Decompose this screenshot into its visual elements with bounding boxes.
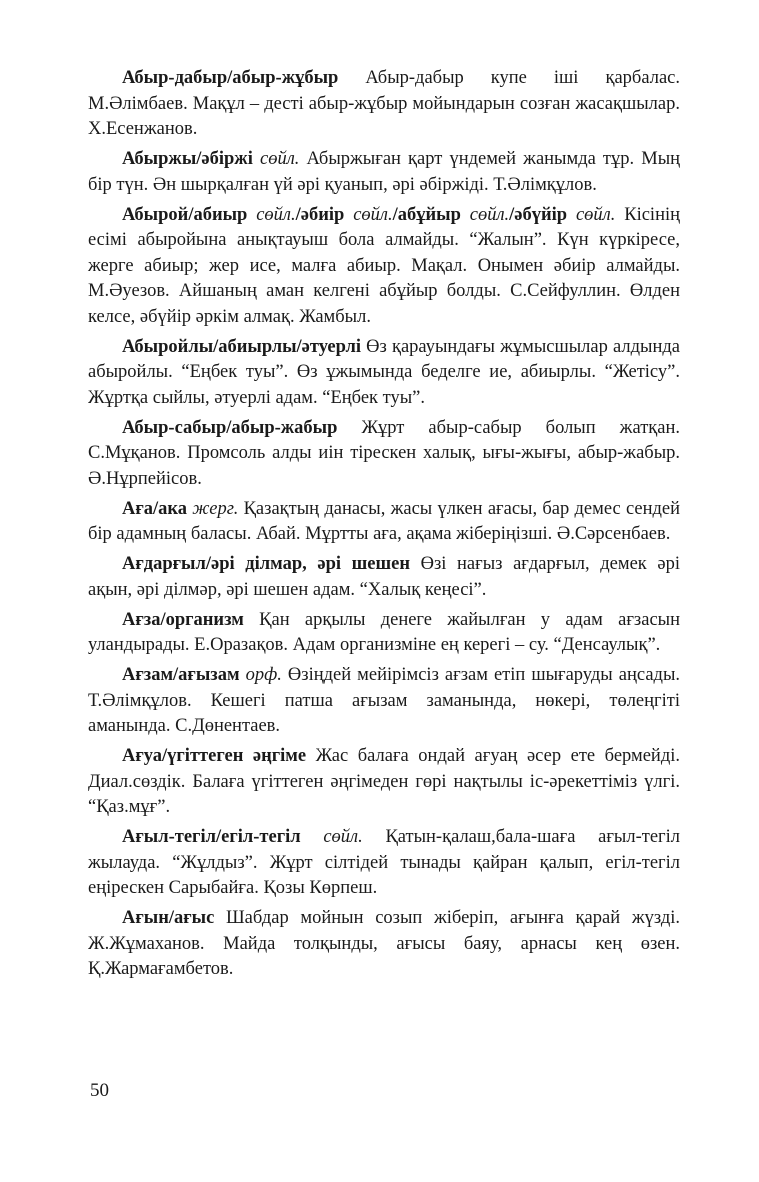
headword: Ағыл-тегіл/егіл-тегіл: [122, 827, 301, 847]
usage-label: сөйл.: [323, 827, 363, 847]
entry-text: Абыржыған қарт үндемей жанымда тұр. Мың бір түн. Ән шырқалған үй әрі қуанып, әрі әбіржіді. Т.Әлімқұлов.: [88, 149, 681, 195]
dictionary-entry: [88, 203, 680, 331]
entry-text: Шабдар мойнын созып жіберіп, ағынға қарай жүзді. Ж.Жұмаханов. Майда толқынды, ағысы баяу, арнасы кең өзен. Қ.Жармағамбетов.: [88, 908, 680, 979]
entry-text: Өзіңдей мейірімсіз ағзам етіп шығаруды аңсады. Т.Әлімқұлов. Кешегі патша ағызам заманында, нөкері, төлеңгіті аманында. С.Дөнентаев.: [88, 665, 680, 736]
dictionary-entry: [88, 663, 680, 740]
usage-label: сөйл.: [575, 204, 616, 225]
dictionary-entry: [88, 497, 680, 548]
headword: Ағын/ағыс: [122, 908, 215, 928]
dictionary-entry: [88, 744, 680, 821]
headword: Ағуа/үгіттеген әңгіме: [122, 746, 307, 766]
entry-text: Қатын-қалаш,бала-шаға ағыл-тегіл жылауда. “Жұлдыз”. Жұрт сілтідей тынады қайран қалып, егіл-тегіл еңірескен Сарыбайға. Қозы Көрпеш.: [88, 827, 680, 898]
entry-text: Өз қарауындағы жұмысшылар алдында абыройлы. “Еңбек туы”. Өз ұжымында беделге ие, абиырлы. “Жетісу”. Жұртқа сыйлы, әтуерлі адам. “Еңбек туы”.: [88, 336, 680, 408]
headword: Ағза/организм: [122, 609, 244, 630]
headword: Аға/ака: [122, 498, 188, 519]
headword: Абыройлы/абиырлы/әтуерлі: [122, 336, 361, 357]
dictionary-entry: [88, 825, 680, 902]
entry-text: Жұрт абыр-сабыр болып жатқан. С.Мұқанов. Промсоль алды иін тірескен халық, ығы-жығы, абыр-жабыр. Ә.Нұрпейісов.: [88, 417, 680, 489]
entry-text: Қазақтың данасы, жасы үлкен ағасы, бар демес сендей бір адамның баласы. Абай. Мұртты аға, ақама жіберіңізші. Ә.Сәрсенбаев.: [88, 498, 681, 544]
entry-text: Абыр-дабыр купе іші қарбалас. М.Әлімбаев. Мақұл – десті абыр-жұбыр мойындарын созған жасақшылар. Х.Есенжанов.: [88, 68, 680, 139]
entry-text: Кісінің есімі абыройына анықтауыш бола алмайды. “Жалын”. Күн күркіресе, жерге абиыр; жер исе, малға абиыр. Мақал. Онымен әбиір алмайды. М.Әуезов. Айшаның аман келгені абұйыр болды. С.Сейфуллин. Өлден келсе, әбүйір әркім алмақ. Жамбыл.: [88, 204, 681, 327]
usage-label: сөйл.: [469, 204, 510, 225]
headword-variant: /әбиір: [295, 204, 345, 225]
usage-label: орф.: [245, 665, 282, 685]
usage-label: сөйл.: [259, 149, 300, 169]
entry-text: Өзі нағыз ағдарғыл, демек әрі ақын, әрі ділмәр, әрі шешен адам. “Халық кеңесі”.: [88, 554, 680, 600]
headword: Абыржы/әбіржі: [122, 149, 253, 169]
dictionary-entry: [88, 552, 680, 603]
dictionary-entry: [88, 416, 680, 493]
usage-label: жерг.: [192, 498, 239, 519]
dictionary-entry: [88, 335, 680, 412]
dictionary-entry: [88, 906, 680, 983]
headword: Ағдарғыл/әрі ділмар, әрі шешен: [122, 554, 410, 574]
entry-text: Жас балаға ондай ағуаң әсер ете бермейді. Диал.сөздік. Балаға үгіттеген әңгімеден гөрі нақтылы іс-әрекеттіміз үлгі. “Қаз.мұғ”.: [88, 746, 681, 817]
dictionary-entry: [88, 147, 680, 198]
headword: Абыр-сабыр/абыр-жабыр: [122, 417, 338, 438]
usage-label: сөйл.: [256, 204, 296, 225]
headword: Абыр-дабыр/абыр-жұбыр: [122, 68, 339, 88]
usage-label: сөйл.: [353, 204, 393, 225]
headword: Абырой/абиыр: [122, 204, 248, 225]
dictionary-text: [88, 66, 680, 987]
headword-variant: /әбүйір: [509, 204, 568, 225]
entry-text: Қан арқылы денеге жайылған у адам ағзасын уландырады. Е.Оразақов. Адам организміне ең керегі – су. “Денсаулық”.: [88, 609, 680, 655]
dictionary-entry: [88, 66, 680, 143]
headword-variant: /абұйыр: [392, 204, 461, 225]
headword: Ағзам/ағызам: [122, 665, 240, 685]
page-number: 50: [90, 1080, 109, 1101]
dictionary-entry: [88, 608, 680, 659]
